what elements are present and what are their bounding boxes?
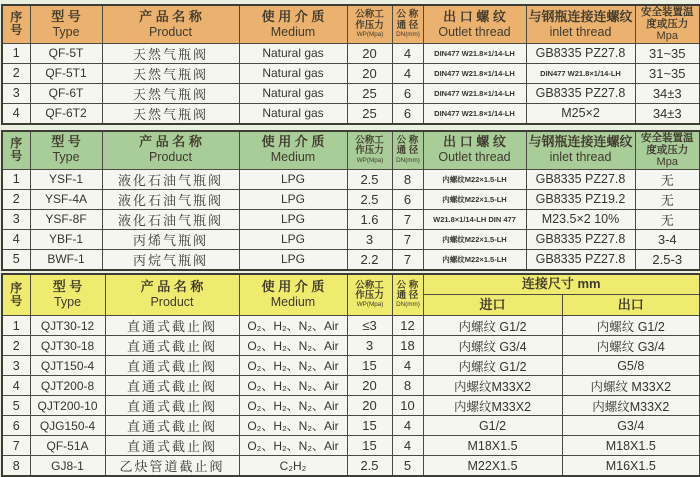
table-row [2,83,700,103]
cell-wp: 2.2 [347,249,392,270]
cell-dn: 10 [392,396,423,416]
col-header-inlet-thread: 与钢瓶连接连螺纹 inlet thread [526,5,635,43]
cell-conn-inlet: G1/2 [423,416,562,436]
cell-product: 直通式截止阀 [105,356,239,376]
cell-product: 直通式截止阀 [105,376,239,396]
cell-product: 丙烯气瓶阀 [102,229,239,249]
cell-medium: Natural gas [239,103,347,124]
col-header-product: 产 品 名 称 Product [105,274,239,316]
col-header-medium: 使 用 介 质 Medium [239,274,347,316]
cell-wp: 25 [347,103,392,124]
cell-conn-outlet: G5/8 [562,356,700,376]
cell-type: QJT200-10 [30,396,105,416]
cell-safety: 34±3 [635,83,700,103]
cell-outlet-thread: 内螺纹M22×1.5-LH [423,169,526,189]
col-header-product: 产 品 名 称 Product [102,131,239,169]
cell-medium: O₂、H₂、N₂、Air [239,416,347,436]
cell-type: BWF-1 [30,249,102,270]
cell-conn-inlet: 内螺纹 G1/2 [423,316,562,336]
cell-conn-inlet: M18X1.5 [423,436,562,456]
cell-medium: O₂、H₂、N₂、Air [239,356,347,376]
cell-medium: Natural gas [239,63,347,83]
cell-dn: 4 [392,436,423,456]
cell-conn-inlet: 内螺纹 G1/2 [423,356,562,376]
cell-product: 液化石油气瓶阀 [102,209,239,229]
cell-conn-inlet: 内螺纹M33X2 [423,396,562,416]
col-header-safety: 安全装置温 度或压力 Mpa [635,131,700,169]
cell-conn-inlet: 内螺纹 G3/4 [423,336,562,356]
cell-conn-outlet: 内螺纹M33X2 [562,396,700,416]
cell-safety: 31~35 [635,63,700,83]
col-header-inlet-thread: 与钢瓶连接连螺纹 inlet thread [526,131,635,169]
col-header-wp: 公称工 作压力 WP(Mpa) [347,274,392,316]
cell-dn: 4 [392,63,423,83]
cell-inlet-thread: GB8335 PZ27.8 [526,249,635,270]
cell-wp: 2.5 [347,189,392,209]
cell-product: 液化石油气瓶阀 [102,169,239,189]
cell-inlet-thread: DIN477 W21.8×1/14-LH [526,63,635,83]
table-row [2,249,700,270]
col-header-seq: 序 号 [2,131,30,169]
cell-type: QF-6T [30,83,102,103]
table-row [2,396,700,416]
cell-type: QF-51A [30,436,105,456]
cell-dn: 18 [392,336,423,356]
cell-wp: 20 [347,63,392,83]
col-header-outlet-thread: 出 口 螺 纹 Outlet thread [423,131,526,169]
cell-wp: 20 [347,43,392,63]
cell-type: YSF-4A [30,189,102,209]
table-natural-gas-valves [1,4,700,125]
cell-dn: 6 [392,103,423,124]
col-header-connection-size: 连接尺寸 mm [423,274,700,295]
cell-safety: 2.5-3 [635,249,700,270]
cell-medium: C₂H₂ [239,456,347,477]
cell-outlet-thread: DIN477 W21.8×1/14-LH [423,63,526,83]
cell-wp: 15 [347,416,392,436]
col-header-safety: 安全装置温 度或压力 Mpa [635,5,700,43]
cell-wp: 2.5 [347,169,392,189]
cell-dn: 6 [392,83,423,103]
table-lpg-valves [1,130,700,271]
cell-type: QJT30-12 [30,316,105,336]
cell-product: 丙烷气瓶阀 [102,249,239,270]
cell-seq: 3 [2,83,30,103]
cell-seq: 1 [2,316,30,336]
col-header-conn-outlet: 出口 [562,295,700,316]
col-header-product: 产 品 名 称 Product [102,5,239,43]
table-header [2,131,700,169]
cell-medium: LPG [239,169,347,189]
cell-dn: 5 [392,456,423,477]
cell-medium: Natural gas [239,43,347,63]
table-row [2,316,700,336]
cell-wp: 15 [347,436,392,456]
cell-inlet-thread: GB8335 PZ27.8 [526,43,635,63]
cell-wp: 20 [347,396,392,416]
col-header-conn-inlet: 进口 [423,295,562,316]
cell-wp: 1.6 [347,209,392,229]
cell-conn-outlet: M16X1.5 [562,456,700,477]
table-row [2,456,700,477]
cell-product: 直通式截止阀 [105,396,239,416]
cell-type: YSF-8F [30,209,102,229]
cell-conn-outlet: G3/4 [562,416,700,436]
cell-seq: 8 [2,456,30,477]
cell-outlet-thread: DIN477 W21.8×1/14-LH [423,43,526,63]
cell-seq: 7 [2,436,30,456]
col-header-dn: 公 称 通 径 DN(mm) [392,5,423,43]
cell-product: 液化石油气瓶阀 [102,189,239,209]
cell-dn: 8 [392,169,423,189]
cell-dn: 7 [392,249,423,270]
table-stop-valves [1,273,700,477]
table-row [2,63,700,83]
table-row [2,43,700,63]
col-header-medium: 使 用 介 质 Medium [239,5,347,43]
cell-inlet-thread: GB8335 PZ27.8 [526,169,635,189]
cell-outlet-thread: DIN477 W21.8×1/14-LH [423,83,526,103]
cell-medium: Natural gas [239,83,347,103]
table-body [2,169,700,270]
col-header-type: 型 号 Type [30,5,102,43]
cell-dn: 4 [392,356,423,376]
cell-seq: 1 [2,169,30,189]
cell-dn: 4 [392,43,423,63]
cell-medium: O₂、H₂、N₂、Air [239,436,347,456]
cell-safety: 无 [635,189,700,209]
cell-wp: 2.5 [347,456,392,477]
cell-safety: 34±3 [635,103,700,124]
cell-medium: LPG [239,189,347,209]
col-header-seq: 序 号 [2,5,30,43]
cell-safety: 无 [635,209,700,229]
table-header [2,274,700,316]
cell-wp: ≤3 [347,316,392,336]
cell-outlet-thread: 内螺纹M22×1.5-LH [423,229,526,249]
cell-conn-outlet: 内螺纹 M33X2 [562,376,700,396]
cell-conn-outlet: 内螺纹 G3/4 [562,336,700,356]
cell-product: 直通式截止阀 [105,316,239,336]
cell-medium: O₂、H₂、N₂、Air [239,396,347,416]
table-row [2,436,700,456]
cell-dn: 7 [392,209,423,229]
cell-product: 天然气瓶阀 [102,63,239,83]
col-header-wp: 公称工 作压力 WP(Mpa) [347,5,392,43]
cell-medium: LPG [239,229,347,249]
cell-product: 直通式截止阀 [105,436,239,456]
cell-seq: 1 [2,43,30,63]
cell-inlet-thread: GB8335 PZ27.8 [526,229,635,249]
cell-type: GJ8-1 [30,456,105,477]
cell-product: 乙炔管道截止阀 [105,456,239,477]
cell-seq: 2 [2,189,30,209]
cell-wp: 3 [347,336,392,356]
cell-product: 直通式截止阀 [105,416,239,436]
cell-seq: 2 [2,336,30,356]
cell-conn-inlet: 内螺纹M33X2 [423,376,562,396]
cell-dn: 4 [392,416,423,436]
table-row [2,189,700,209]
cell-type: QJT30-18 [30,336,105,356]
cell-inlet-thread: M25×2 [526,103,635,124]
col-header-dn: 公 称 通 径 DN(mm) [392,131,423,169]
cell-conn-outlet: 内螺纹 G1/2 [562,316,700,336]
cell-inlet-thread: GB8335 PZ19.2 [526,189,635,209]
cell-dn: 8 [392,376,423,396]
cell-wp: 20 [347,376,392,396]
col-header-medium: 使 用 介 质 Medium [239,131,347,169]
cell-conn-outlet: M18X1.5 [562,436,700,456]
cell-type: QJG150-4 [30,416,105,436]
cell-type: YSF-1 [30,169,102,189]
table-body [2,316,700,477]
cell-wp: 25 [347,83,392,103]
cell-safety: 3-4 [635,229,700,249]
col-header-seq: 序 号 [2,274,30,316]
table-body [2,43,700,124]
cell-dn: 12 [392,316,423,336]
cell-medium: O₂、H₂、N₂、Air [239,316,347,336]
cell-medium: O₂、H₂、N₂、Air [239,376,347,396]
col-header-wp: 公称工 作压力 WP(Mpa) [347,131,392,169]
cell-seq: 4 [2,103,30,124]
cell-outlet-thread: 内螺纹M22×1.5-LH [423,189,526,209]
cell-seq: 3 [2,356,30,376]
cell-wp: 15 [347,356,392,376]
cell-type: QJT150-4 [30,356,105,376]
col-header-outlet-thread: 出 口 螺 纹 Outlet thread [423,5,526,43]
cell-dn: 7 [392,229,423,249]
cell-seq: 5 [2,249,30,270]
cell-seq: 6 [2,416,30,436]
table-row [2,229,700,249]
cell-type: QF-6T2 [30,103,102,124]
table-row [2,416,700,436]
table-header [2,5,700,43]
table-row [2,103,700,124]
cell-medium: LPG [239,249,347,270]
cell-inlet-thread: M23.5×2 10% [526,209,635,229]
cell-seq: 4 [2,229,30,249]
cell-wp: 3 [347,229,392,249]
col-header-dn: 公 称 通 径 DN(mm) [392,274,423,316]
col-header-type: 型 号 Type [30,131,102,169]
col-header-type: 型 号 Type [30,274,105,316]
cell-outlet-thread: DIN477 W21.8×1/14-LH [423,103,526,124]
table-row [2,336,700,356]
cell-type: QF-5T1 [30,63,102,83]
cell-product: 天然气瓶阀 [102,103,239,124]
cell-seq: 5 [2,396,30,416]
cell-seq: 3 [2,209,30,229]
cell-safety: 31~35 [635,43,700,63]
cell-medium: O₂、H₂、N₂、Air [239,336,347,356]
cell-seq: 2 [2,63,30,83]
table-row [2,356,700,376]
cell-safety: 无 [635,169,700,189]
cell-type: YBF-1 [30,229,102,249]
cell-dn: 6 [392,189,423,209]
table-row [2,169,700,189]
cell-type: QF-5T [30,43,102,63]
table-row [2,209,700,229]
cell-inlet-thread: GB8335 PZ27.8 [526,83,635,103]
cell-outlet-thread: W21.8×1/14-LH DIN 477 [423,209,526,229]
cell-product: 直通式截止阀 [105,336,239,356]
table-row [2,376,700,396]
cell-product: 天然气瓶阀 [102,83,239,103]
cell-type: QJT200-8 [30,376,105,396]
cell-outlet-thread: 内螺纹M22×1.5-LH [423,249,526,270]
cell-medium: LPG [239,209,347,229]
cell-conn-inlet: M22X1.5 [423,456,562,477]
cell-product: 天然气瓶阀 [102,43,239,63]
cell-seq: 4 [2,376,30,396]
